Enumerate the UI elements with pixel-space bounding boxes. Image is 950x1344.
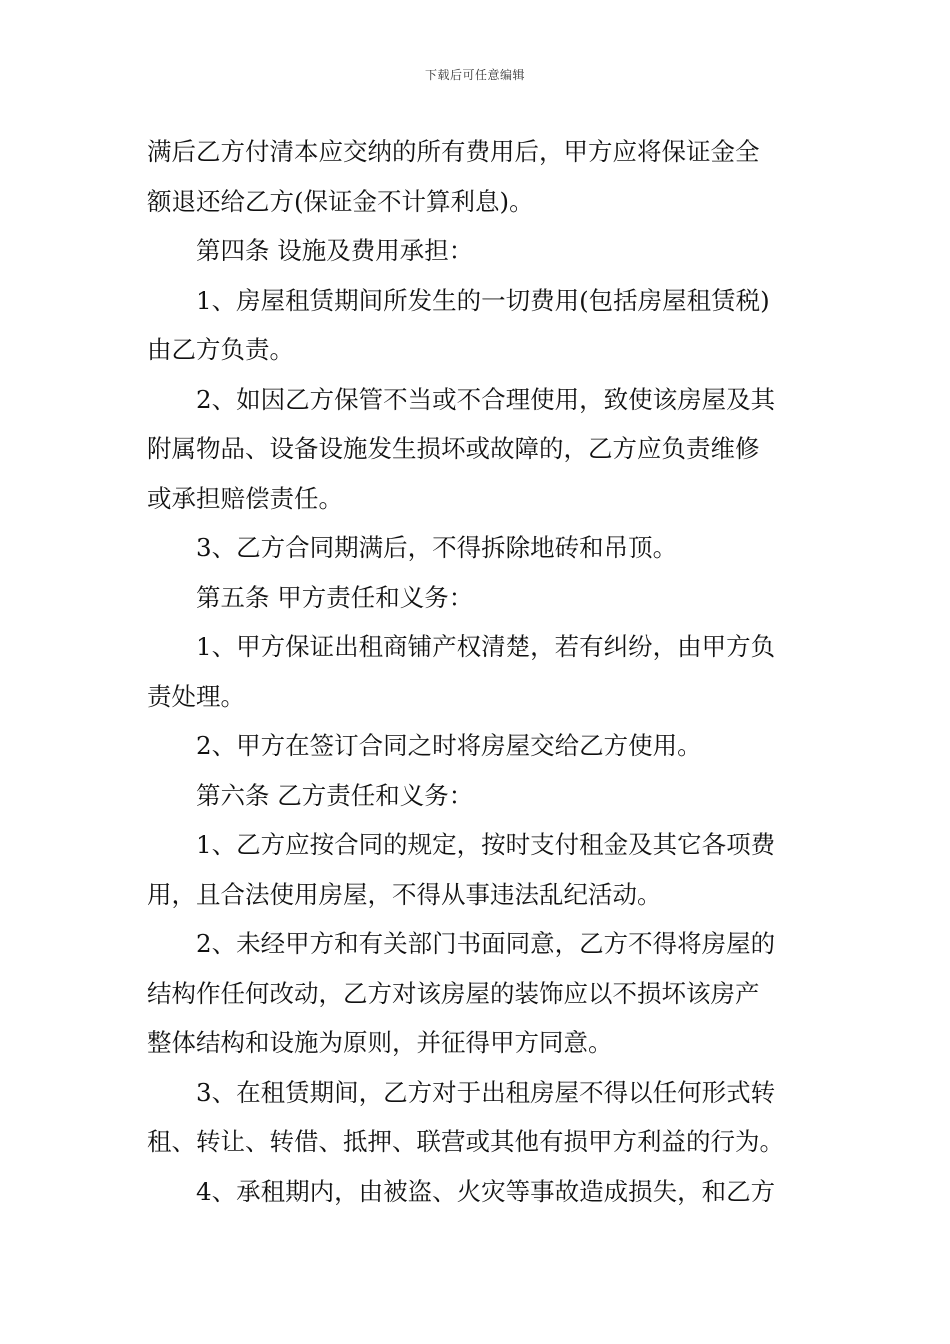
document-body (147, 127, 807, 1216)
paragraph-line: 第四条 设施及费用承担： (196, 236, 474, 265)
paragraph-line: 2、甲方在签订合同之时将房屋交给乙方使用。 (196, 731, 702, 760)
paragraph-line: 用，且合法使用房屋，不得从事违法乱纪活动。 (147, 879, 662, 909)
paragraph-line: 由乙方负责。 (147, 335, 294, 364)
paragraph-line: 额退还给乙方(保证金不计算利息)。 (147, 186, 534, 216)
paragraph-line: 2、未经甲方和有关部门书面同意，乙方不得将房屋的 (196, 929, 776, 958)
paragraph-line: 1、房屋租赁期间所发生的一切费用(包括房屋租赁税) (196, 285, 770, 315)
paragraph-line: 1、甲方保证出租商铺产权清楚，若有纠纷，由甲方负 (196, 632, 776, 661)
paragraph-line: 租、转让、转借、抵押、联营或其他有损甲方利益的行为。 (147, 1127, 784, 1156)
header-note: 下载后可任意编辑 (424, 68, 525, 82)
paragraph-line: 附属物品、设备设施发生损坏或故障的，乙方应负责维修 (147, 434, 760, 463)
paragraph-line: 整体结构和设施为原则，并征得甲方同意。 (147, 1028, 613, 1057)
paragraph-line: 满后乙方付清本应交纳的所有费用后，甲方应将保证金全 (147, 137, 760, 166)
paragraph-line: 责处理。 (147, 681, 245, 711)
paragraph-line: 1、乙方应按合同的规定，按时支付租金及其它各项费 (196, 830, 776, 859)
paragraph-line: 2、如因乙方保管不当或不合理使用，致使该房屋及其 (196, 384, 776, 414)
paragraph-line: 3、乙方合同期满后，不得拆除地砖和吊顶。 (196, 533, 678, 562)
paragraph-line: 结构作任何改动，乙方对该房屋的装饰应以不损坏该房产 (147, 978, 760, 1008)
paragraph-line: 3、在租赁期间，乙方对于出租房屋不得以任何形式转 (196, 1077, 776, 1107)
paragraph-line: 4、承租期内，由被盗、火灾等事故造成损失，和乙方 (196, 1176, 776, 1206)
paragraph-line: 第六条 乙方责任和义务： (196, 780, 474, 810)
paragraph-line: 第五条 甲方责任和义务： (196, 582, 474, 612)
paragraph-line: 或承担赔偿责任。 (147, 483, 343, 513)
